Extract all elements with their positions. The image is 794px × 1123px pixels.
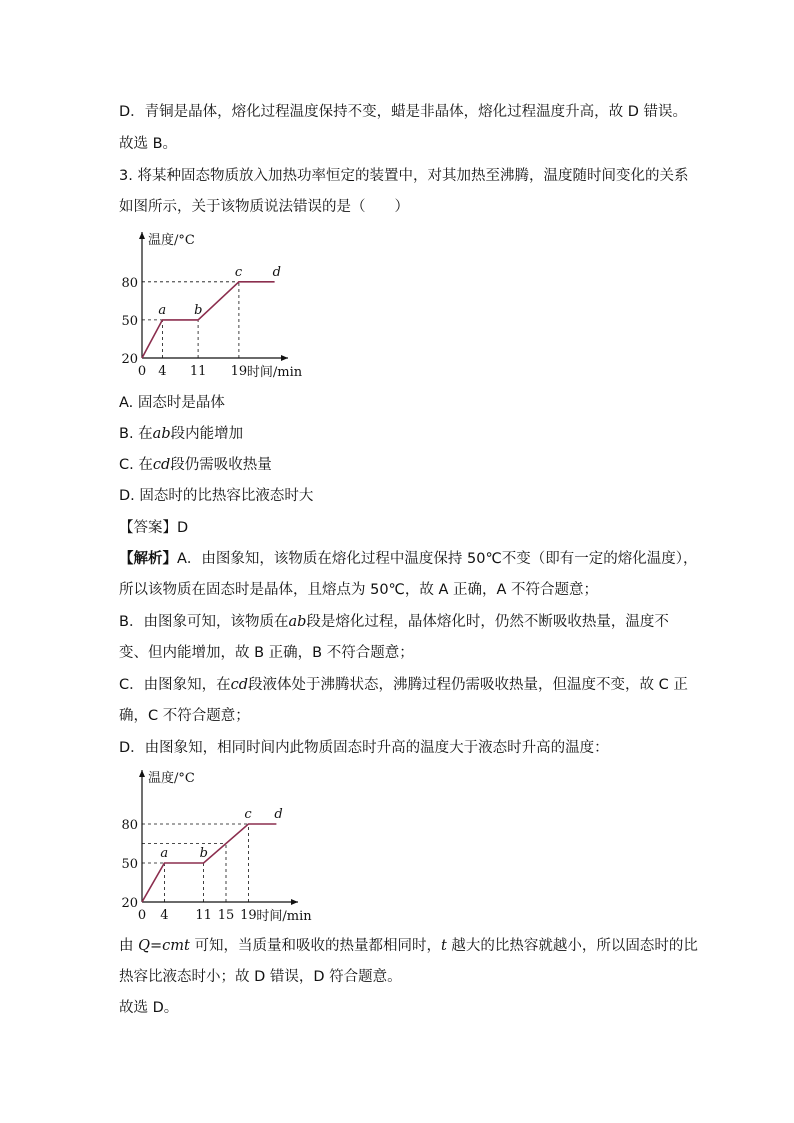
- analysis-b-prefix: B．由图象可知，该物质在: [119, 614, 289, 630]
- x-tick-label: 0: [137, 364, 147, 379]
- point-label-c: c: [234, 264, 243, 280]
- analysis-d-suffix: 越大的比热容就越小，所以固态时的比: [446, 938, 698, 954]
- y-tick-label: 50: [121, 313, 138, 329]
- temperature-curve: [142, 282, 275, 358]
- x-axis-label: 时间/min: [256, 909, 312, 924]
- x-tick-label: 4: [158, 364, 167, 379]
- analysis-d-formula: Q=cmt: [138, 938, 190, 954]
- analysis-b-line-2: 变、但内能增加，故 B 正确，B 不符合题意；: [119, 645, 414, 661]
- option-b-suffix: 段内能增加: [170, 426, 244, 442]
- point-label-d: d: [272, 264, 281, 280]
- analysis-c-segment: cd: [230, 677, 249, 693]
- analysis-c-line-1: [119, 675, 688, 695]
- option-b-prefix: B. 在: [119, 426, 153, 442]
- point-label-b: b: [194, 302, 203, 318]
- option-b: [119, 424, 679, 444]
- point-label-b: b: [199, 846, 208, 861]
- y-axis-arrow: [139, 232, 145, 239]
- y-tick-label: 80: [121, 275, 138, 291]
- final-answer-line: 故选 D。: [119, 1000, 179, 1016]
- x-tick-label: 0: [137, 908, 147, 923]
- analysis-a-line-2: 所以该物质在固态时是晶体，且熔点为 50℃，故 A 正确，A 不符合题意；: [119, 582, 599, 598]
- analysis-d-line-3: 热容比液态时小；故 D 错误，D 符合题意。: [119, 969, 402, 985]
- y-tick-label: 20: [121, 896, 138, 911]
- analysis-b-suffix: 段是熔化过程，晶体熔化时，仍然不断吸收热量，温度不: [306, 614, 669, 630]
- analysis-d-line-2: [119, 936, 698, 956]
- x-tick-label: 19: [240, 908, 257, 923]
- option-c-segment: cd: [152, 457, 171, 473]
- answer-line: 【答案】D: [119, 520, 189, 536]
- option-d: D. 固态时的比热容比液态时大: [119, 488, 314, 504]
- y-tick-label: 20: [121, 352, 138, 367]
- analysis-a-text-1: A．由图象知，该物质在熔化过程中温度保持 50℃不变（即有一定的熔化温度），: [177, 551, 698, 567]
- x-tick-label: 4: [160, 908, 169, 923]
- x-axis-arrow: [281, 355, 288, 361]
- x-tick-label: 11: [189, 364, 207, 379]
- analysis-d-prefix: 由: [119, 938, 139, 954]
- x-tick-label: 19: [230, 364, 248, 379]
- analysis-d-mid: 可知，当质量和吸收的热量都相同时，: [189, 938, 441, 954]
- question-3-line-2: 如图所示，关于该物质说法错误的是（ ）: [119, 199, 409, 215]
- option-b-segment: ab: [152, 426, 171, 442]
- question-3-line-1: 3. 将某种固态物质放入加热功率恒定的装置中，对其加热至沸腾，温度随时间变化的关系: [119, 168, 689, 184]
- y-axis-label: 温度/°C: [148, 771, 195, 786]
- point-label-c: c: [244, 807, 252, 822]
- x-axis-arrow: [291, 899, 298, 905]
- analysis-c-suffix: 段液体处于沸腾状态，沸腾过程仍需吸收热量，但温度不变，故 C 正: [248, 677, 688, 693]
- option-a: A. 固态时是晶体: [119, 395, 225, 411]
- y-tick-label: 50: [121, 857, 138, 872]
- option-c-prefix: C. 在: [119, 457, 153, 473]
- analysis-c-line-2: 确，C 不符合题意；: [119, 708, 250, 724]
- y-axis-label: 温度/°C: [148, 233, 195, 248]
- point-label-d: d: [274, 807, 283, 822]
- point-label-a: a: [160, 846, 169, 861]
- x-tick-label: 15: [217, 908, 235, 923]
- analysis-d-variable-t: t: [440, 938, 447, 954]
- prev-answer-line: 故选 B。: [119, 136, 178, 152]
- analysis-b-segment: ab: [288, 614, 307, 630]
- analysis-c-prefix: C．由图象知，在: [119, 677, 231, 693]
- temperature-time-chart-2: [110, 762, 340, 927]
- y-tick-label: 80: [121, 818, 138, 833]
- y-axis-arrow: [139, 770, 145, 777]
- prev-option-d-analysis: D．青铜是晶体，熔化过程温度保持不变，蜡是非晶体，熔化过程温度升高，故 D 错误。: [119, 104, 688, 120]
- analysis-b-line-1: [119, 612, 679, 632]
- x-tick-label: 11: [195, 908, 212, 923]
- analysis-d-line-1: D．由图象知，相同时间内此物质固态时升高的温度大于液态时升高的温度：: [119, 740, 609, 756]
- point-label-a: a: [158, 302, 167, 318]
- option-c: [119, 455, 679, 475]
- x-axis-label: 时间/min: [246, 365, 303, 380]
- analysis-a-line-1: [119, 549, 698, 569]
- analysis-label: 【解析】: [119, 551, 177, 567]
- temperature-time-chart-1: [110, 224, 330, 384]
- option-c-suffix: 段仍需吸收热量: [170, 457, 272, 473]
